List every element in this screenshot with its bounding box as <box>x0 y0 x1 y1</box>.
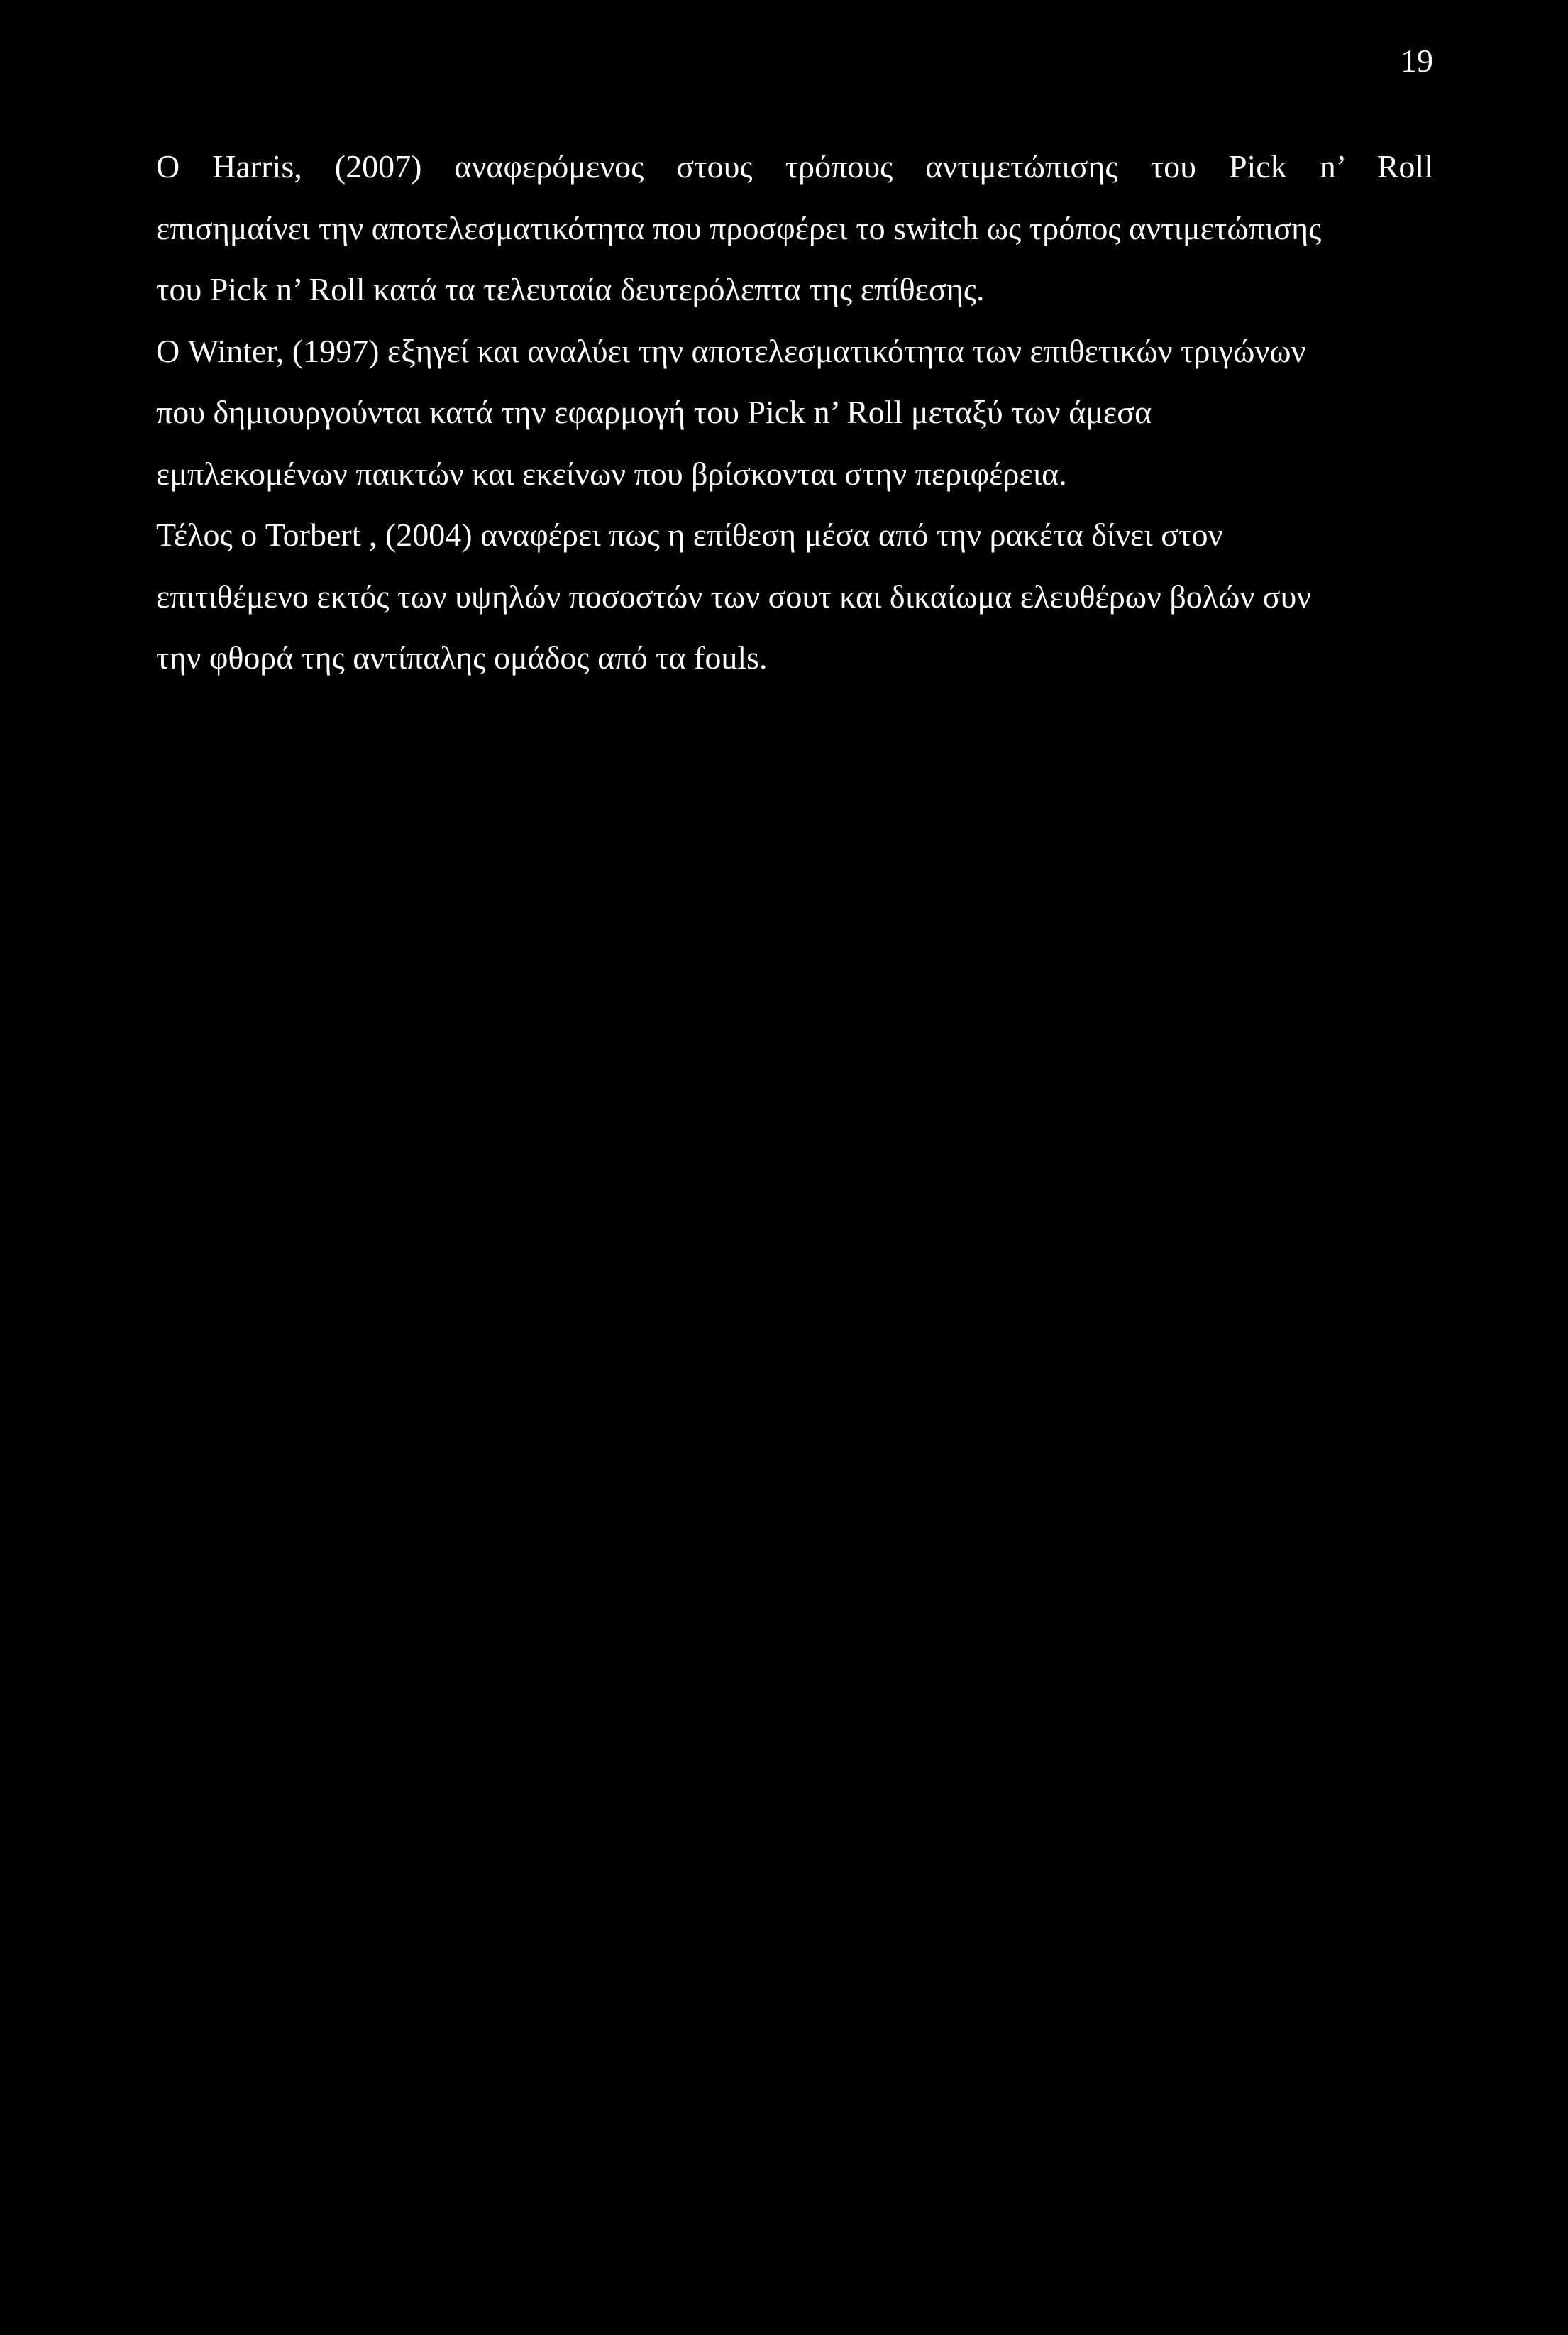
text-line: επισημαίνει την αποτελεσματικότητα που προσφέρει το switch ως τρόπος αντιμετώπισης <box>156 209 1322 246</box>
text-line: εμπλεκομένων παικτών και εκείνων που βρίσκονται στην περιφέρεια. <box>156 455 1067 492</box>
text-line: Ο Harris, (2007) αναφερόμενος στους τρόπους αντιμετώπισης του Pick n’ Roll <box>156 148 1433 185</box>
text-line: του Pick n’ Roll κατά τα τελευταία δευτερόλεπτα της επίθεσης. <box>156 271 985 307</box>
text-line: που δημιουργούνται κατά την εφαρμογή του Pick n’ Roll μεταξύ των άμεσα <box>156 394 1152 430</box>
text-line: Ο Winter, (1997) εξηγεί και αναλύει την αποτελεσματικότητα των επιθετικών τριγώνων <box>156 332 1306 369</box>
text-line: επιτιθέμενο εκτός των υψηλών ποσοστών των σουτ και δικαίωμα ελευθέρων βολών συν <box>156 578 1312 615</box>
body-text <box>156 136 1433 689</box>
page-number: 19 <box>1401 43 1433 79</box>
text-line: Τέλος ο Torbert , (2004) αναφέρει πως η επίθεση μέσα από την ρακέτα δίνει στον <box>156 517 1223 553</box>
text-line: την φθορά της αντίπαλης ομάδος από τα fouls. <box>156 639 768 676</box>
